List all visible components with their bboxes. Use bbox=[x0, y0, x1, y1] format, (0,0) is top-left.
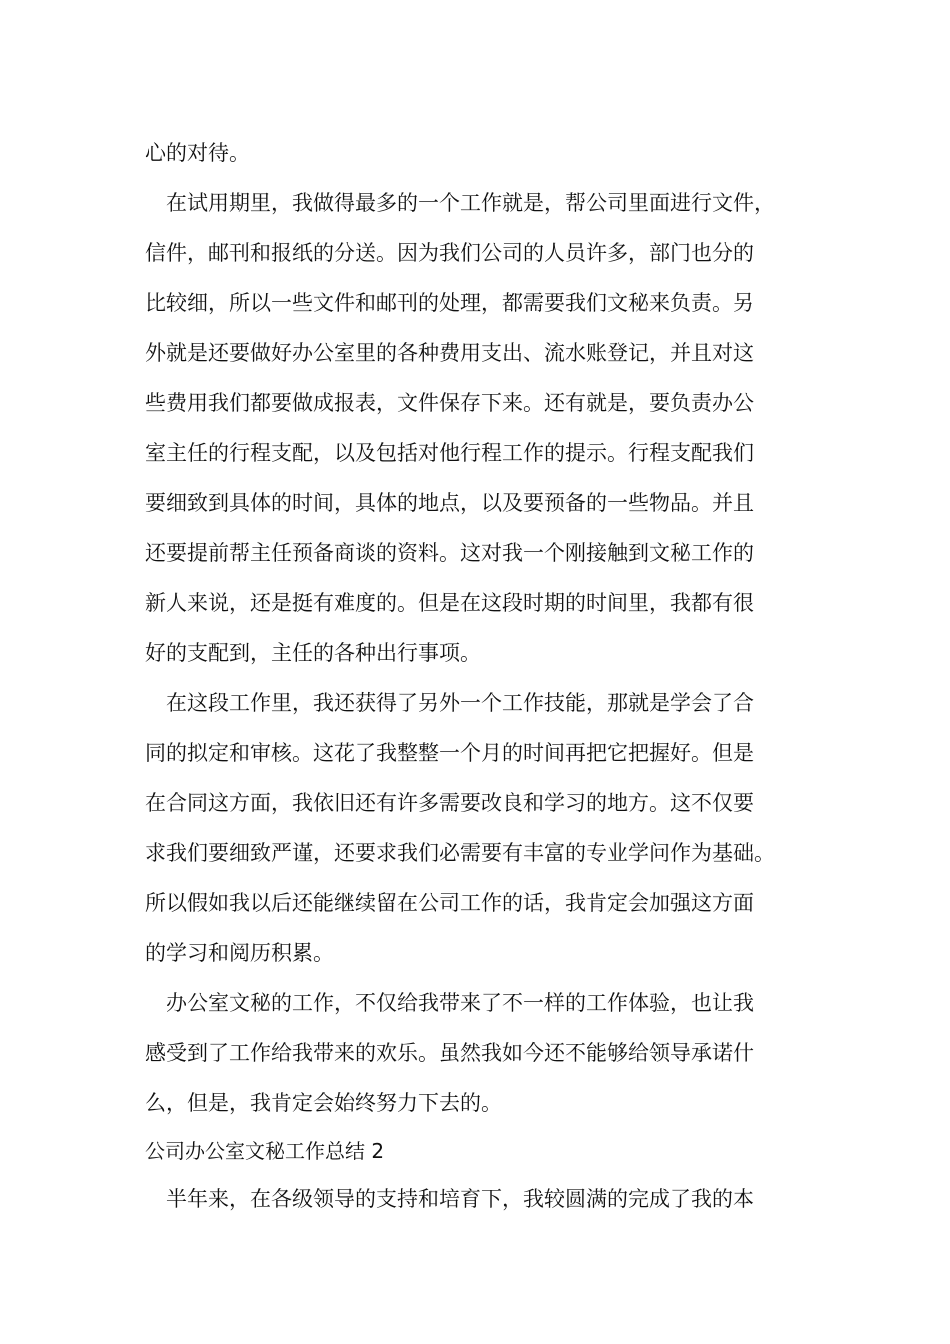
text-line: 感受到了工作给我带来的欢乐。虽然我如今还不能够给领导承诺什 bbox=[145, 1041, 754, 1065]
text-line: 所以假如我以后还能继续留在公司工作的话，我肯定会加强这方面 bbox=[145, 891, 754, 915]
text-line: 求我们要细致严谨，还要求我们必需要有丰富的专业学问作为基础。 bbox=[145, 841, 775, 865]
text-line: 信件，邮刊和报纸的分送。因为我们公司的人员许多，部门也分的 bbox=[145, 241, 754, 265]
text-line: 些费用我们都要做成报表，文件保存下来。还有就是，要负责办公 bbox=[145, 391, 754, 415]
paragraph-start-line: 在这段工作里，我还获得了另外一个工作技能，那就是学会了合 bbox=[166, 691, 754, 715]
paragraph-start-line: 半年来，在各级领导的支持和培育下，我较圆满的完成了我的本 bbox=[166, 1187, 754, 1211]
text-line: 比较细，所以一些文件和邮刊的处理，都需要我们文秘来负责。另 bbox=[145, 291, 754, 315]
paragraph-start-line: 办公室文秘的工作，不仅给我带来了不一样的工作体验，也让我 bbox=[166, 991, 754, 1015]
text-line: 在合同这方面，我依旧还有许多需要改良和学习的地方。这不仅要 bbox=[145, 791, 754, 815]
paragraph-start-line: 在试用期里，我做得最多的一个工作就是，帮公司里面进行文件， bbox=[166, 191, 775, 215]
text-line: 还要提前帮主任预备商谈的资料。这对我一个刚接触到文秘工作的 bbox=[145, 541, 754, 565]
text-line: 新人来说，还是挺有难度的。但是在这段时期的时间里，我都有很 bbox=[145, 591, 754, 615]
document-body bbox=[145, 128, 825, 1224]
text-line: 外就是还要做好办公室里的各种费用支出、流水账登记，并且对这 bbox=[145, 341, 754, 365]
text-line: 的学习和阅历积累。 bbox=[145, 941, 334, 965]
text-line: 心的对待。 bbox=[145, 141, 250, 165]
section-heading: 公司办公室文秘工作总结 2 bbox=[145, 1139, 385, 1163]
text-line: 室主任的行程支配，以及包括对他行程工作的提示。行程支配我们 bbox=[145, 441, 754, 465]
text-line: 么，但是，我肯定会始终努力下去的。 bbox=[145, 1091, 502, 1115]
text-line: 同的拟定和审核。这花了我整整一个月的时间再把它把握好。但是 bbox=[145, 741, 754, 765]
text-line: 好的支配到，主任的各种出行事项。 bbox=[145, 641, 481, 665]
text-line: 要细致到具体的时间，具体的地点，以及要预备的一些物品。并且 bbox=[145, 491, 754, 515]
